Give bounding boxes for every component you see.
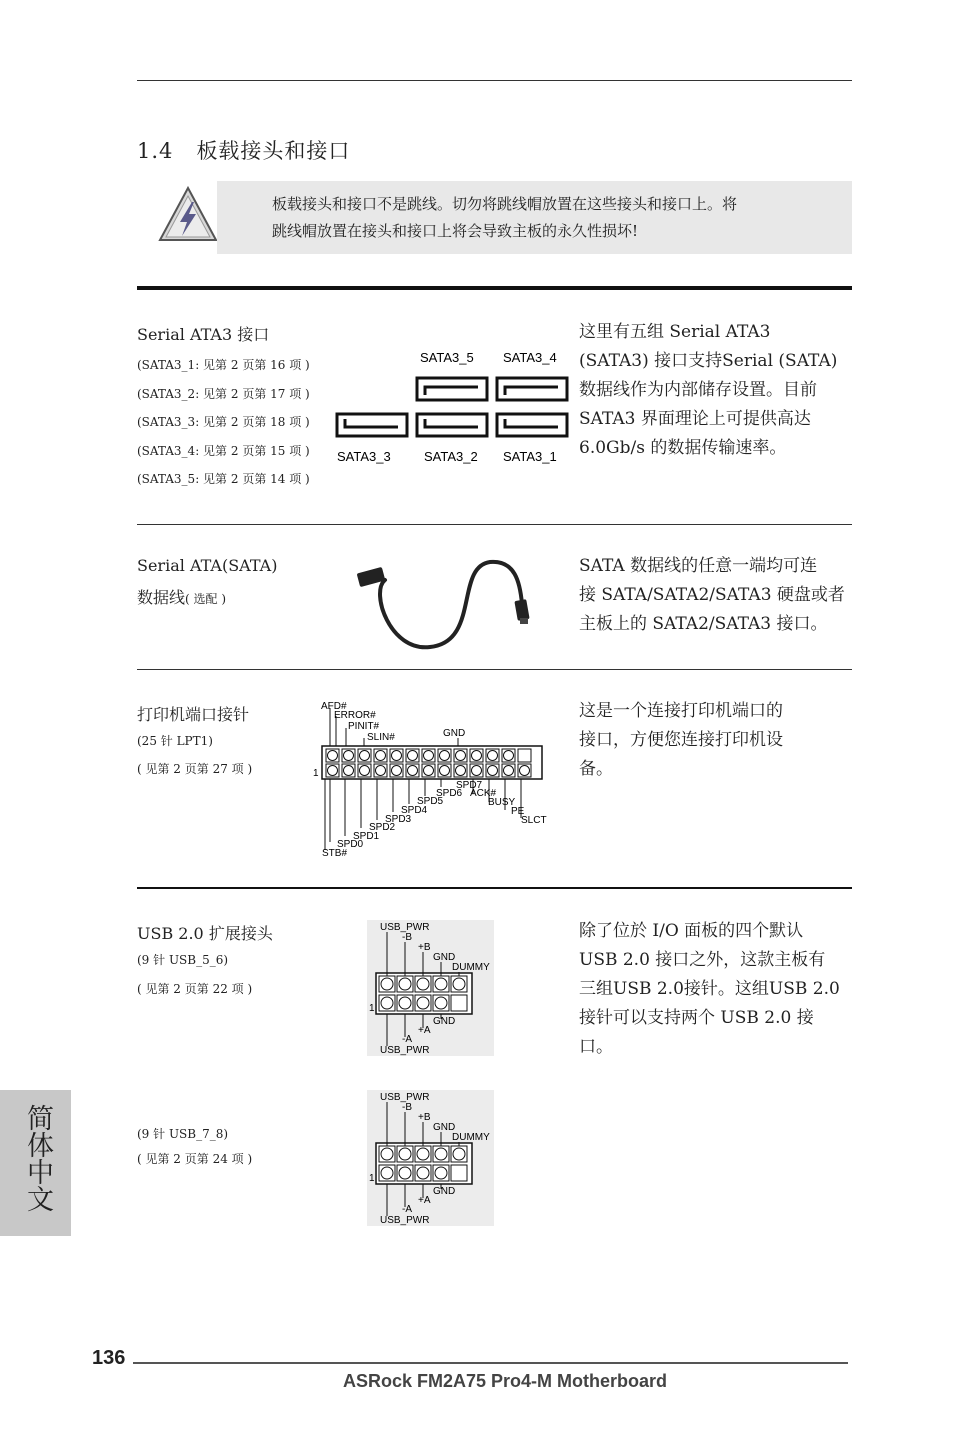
language-side-tab — [0, 1090, 71, 1236]
sata3-5-port — [417, 378, 487, 400]
sata-ref: (SATA3_5: 见第 2 页第 14 项 ) — [137, 472, 310, 486]
printer-pin-hole — [440, 751, 450, 761]
divider — [137, 887, 852, 889]
sata3-1-label: SATA3_1 — [503, 449, 557, 464]
usb-pin-label: DUMMY — [452, 1132, 490, 1143]
printer-pin-hole — [344, 751, 354, 761]
sata-ref: (SATA3_2: 见第 2 页第 17 项 ) — [137, 386, 310, 401]
svg-text:SPD1: SPD1 — [353, 831, 380, 842]
usb-pin-label: -B — [402, 1102, 412, 1113]
usb-pin-label: USB_PWR — [380, 1092, 430, 1103]
svg-text:SPD5: SPD5 — [417, 796, 444, 807]
printer-pin-hole — [376, 766, 386, 776]
printer-pin-hole — [376, 751, 386, 761]
sata-title: Serial ATA3 接口 — [137, 325, 270, 344]
sata-ref: (SATA3_4: 见第 2 页第 15 项 ) — [137, 443, 310, 458]
sata3-2-port — [417, 414, 487, 436]
cable-title-line2: 数据线( 选配 ) — [137, 588, 227, 607]
sata-description: 这里有五组 Serial ATA3 (SATA3) 接口支持Serial (SATA) 数据线作为内部储存设置。目前 SATA3 界面理论上可提供高达 6.0Gb/s 的数据传输速率。 — [579, 322, 838, 458]
printer-pin-empty — [518, 749, 531, 762]
sata3-3-label: SATA3_3 — [337, 449, 391, 464]
page-number: 136 — [92, 1347, 126, 1369]
svg-text:ACK#: ACK# — [470, 788, 497, 799]
printer-pin-hole — [472, 766, 482, 776]
svg-text:1: 1 — [313, 768, 319, 779]
printer-header-diagram — [310, 696, 560, 861]
printer-pin-hole — [504, 766, 514, 776]
cable-title-line1: Serial ATA(SATA) — [137, 556, 278, 575]
printer-pin-hole — [392, 766, 402, 776]
divider — [137, 524, 852, 525]
sata3-2-label: SATA3_2 — [424, 449, 478, 464]
top-rule — [137, 80, 852, 81]
svg-text:SPD0: SPD0 — [337, 839, 364, 850]
footer-text: ASRock FM2A75 Pro4-M Motherboard — [342, 1371, 668, 1391]
usb-pin-label: GND — [433, 1186, 456, 1197]
svg-text:PE: PE — [511, 806, 525, 817]
sata3-1-port — [497, 414, 567, 436]
printer-pin-hole — [456, 751, 466, 761]
printer-pin-hole — [392, 751, 402, 761]
usb-pin-label: GND — [433, 952, 456, 963]
sata-ref-list — [137, 351, 310, 494]
sata-ref: (SATA3_3: 见第 2 页第 18 项 ) — [137, 415, 310, 429]
section-number: 1.4 — [137, 139, 174, 163]
thick-rule — [137, 286, 852, 290]
printer-title: 打印机端口接针 — [137, 705, 250, 724]
usb-description: 除了位於 I/O 面板的四个默认 USB 2.0 接口之外，这款主板有 三组USB 2.0接针。这组USB 2.0 接针可以支持两个 USB 2.0 接 口。 — [579, 921, 840, 1057]
printer-pin-hole — [328, 766, 338, 776]
printer-pin-hole — [440, 766, 450, 776]
printer-pin-hole — [360, 766, 370, 776]
printer-pin-hole — [504, 751, 514, 761]
usb-pin-label: -A — [402, 1034, 412, 1045]
printer-pins-grid — [326, 749, 531, 777]
sata-cable-image — [350, 552, 545, 652]
svg-text:SPD6: SPD6 — [436, 788, 463, 799]
usb-title: USB 2.0 扩展接头 — [137, 924, 273, 943]
sata-ref: (SATA3_1: 见第 2 页第 16 项 ) — [137, 358, 310, 372]
warning-triangle-icon — [156, 184, 220, 246]
printer-pin-hole — [424, 751, 434, 761]
printer-description: 这是一个连接打印机端口的 接口，方便您连接打印机设 备。 — [579, 701, 783, 779]
printer-pins: (25 针 LPT1) — [137, 734, 213, 748]
usb-pin-label: -A — [402, 1204, 412, 1215]
printer-ref: ( 见第 2 页第 27 项 ) — [137, 762, 253, 776]
usb-header1-ref: ( 见第 2 页第 22 项 ) — [137, 982, 253, 996]
svg-text:ERROR#: ERROR# — [334, 710, 376, 721]
printer-pin-hole — [360, 751, 370, 761]
printer-pin-hole — [472, 751, 482, 761]
svg-text:SPD7: SPD7 — [456, 780, 483, 791]
usb-header1-pins: (9 针 USB_5_6) — [137, 953, 229, 967]
printer-pin-hole — [456, 766, 466, 776]
language-tab-label: 简体中文 — [22, 1104, 53, 1212]
usb-pin-label: 1 — [369, 1173, 375, 1184]
usb-header2-diagram — [367, 1090, 494, 1226]
printer-pin-hole — [344, 766, 354, 776]
svg-text:SLIN#: SLIN# — [367, 732, 395, 743]
section-title — [137, 135, 350, 165]
svg-text:SPD2: SPD2 — [369, 822, 396, 833]
printer-pin-hole — [488, 766, 498, 776]
svg-text:SPD3: SPD3 — [385, 814, 412, 825]
usb-header2-ref: ( 见第 2 页第 24 项 ) — [137, 1152, 253, 1166]
printer-pin-hole — [408, 766, 418, 776]
sata3-4-label: SATA3_4 — [503, 350, 557, 365]
sata3-4-port — [497, 378, 567, 400]
printer-pin-hole — [488, 751, 498, 761]
svg-text:GND: GND — [443, 728, 466, 739]
cable-description: SATA 数据线的任意一端均可连 接 SATA/SATA2/SATA3 硬盘或者 主板上的 SATA2/SATA3 接口。 — [579, 556, 845, 634]
svg-text:PINIT#: PINIT# — [348, 721, 380, 732]
usb-pin-label: -B — [402, 932, 412, 943]
printer-pin-hole — [424, 766, 434, 776]
usb-pin-label: +B — [418, 1112, 431, 1123]
warning-text: 板载接头和接口不是跳线。切勿将跳线帽放置在这些接头和接口上。将 跳线帽放置在接头和接口上将会导致主板的永久性损坏! — [272, 195, 738, 240]
svg-text:BUSY: BUSY — [488, 797, 516, 808]
section-title-text: 板载接头和接口 — [196, 139, 351, 163]
printer-pin-hole — [328, 751, 338, 761]
sata3-5-label: SATA3_5 — [420, 350, 474, 365]
svg-text:SLCT: SLCT — [521, 815, 547, 826]
usb-pin-label: GND — [433, 1122, 456, 1133]
divider — [137, 669, 852, 670]
printer-pin-hole — [520, 766, 530, 776]
usb-pin-label: 1 — [369, 1003, 375, 1014]
usb-pin-label: GND — [433, 1016, 456, 1027]
usb-pin-label: DUMMY — [452, 962, 490, 973]
usb-pin-label: +A — [418, 1025, 431, 1036]
sata3-3-port — [337, 414, 407, 436]
usb-header1-diagram — [367, 920, 494, 1056]
usb-header2-pins: (9 针 USB_7_8) — [137, 1127, 229, 1141]
svg-text:AFD#: AFD# — [321, 701, 347, 712]
usb-pin-label: USB_PWR — [380, 1215, 430, 1226]
usb-pin-label: +A — [418, 1195, 431, 1206]
footer-rule — [133, 1362, 848, 1364]
printer-pin-hole — [408, 751, 418, 761]
sata-connectors-diagram — [330, 345, 575, 470]
svg-text:STB#: STB# — [322, 848, 348, 859]
svg-text:SPD4: SPD4 — [401, 805, 428, 816]
usb-pin-label: USB_PWR — [380, 1045, 430, 1056]
usb-pin-label: USB_PWR — [380, 922, 430, 933]
usb-pin-label: +B — [418, 942, 431, 953]
